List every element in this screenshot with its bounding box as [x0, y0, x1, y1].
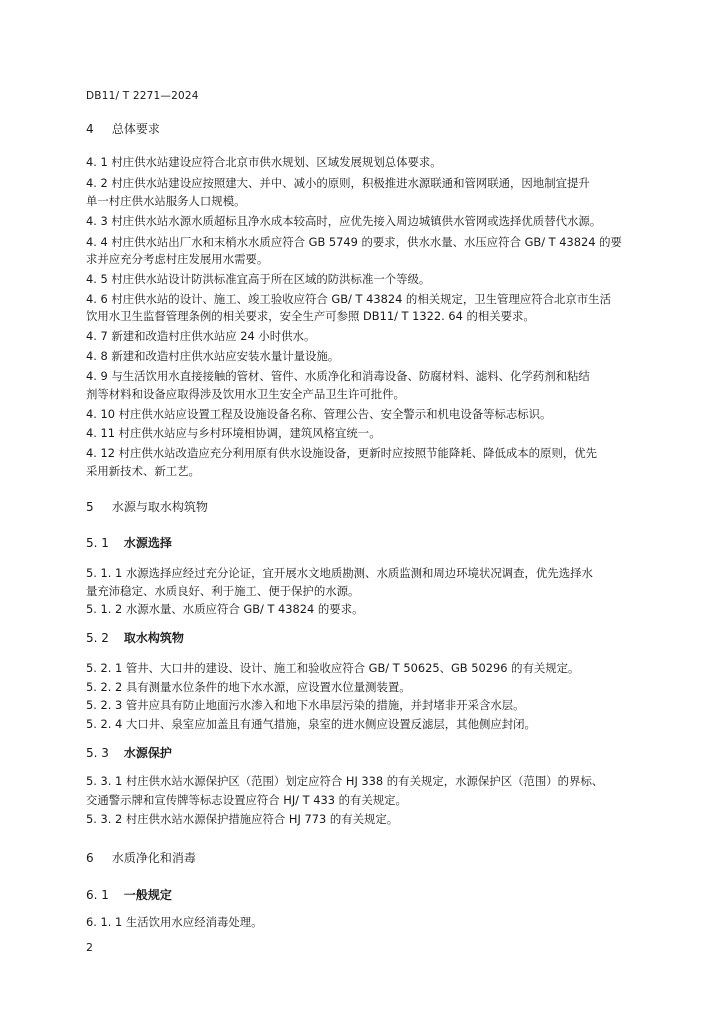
- clause-4-2-line2: 单一村庄供水站服务人口规模。: [86, 194, 246, 208]
- subsection-number: 5. 3: [86, 746, 109, 760]
- clause-4-4-line2: 求并应充分考虑村庄发展用水需要。: [86, 252, 269, 266]
- section-number: 6: [86, 851, 94, 865]
- subsection-title: 取水构筑物: [123, 631, 184, 645]
- clause-4-5: 4. 5 村庄供水站设计防洪标准宜高于所在区域的防洪标准一个等级。: [86, 272, 431, 286]
- clause-5-1-1-line1: 5. 1. 1 水源选择应经过充分论证，宜开展水文地质勘测、水质监测和周边环境状况调查，优先选择水: [86, 566, 593, 580]
- section-title: 水质净化和消毒: [111, 851, 196, 865]
- clause-4-4-line1: 4. 4 村庄供水站出厂水和末梢水水质应符合 GB 5749 的要求，供水水量、水压应符合 GB/ T 43824 的要: [86, 235, 622, 249]
- clause-5-3-2: 5. 3. 2 村庄供水站水源保护措施应符合 HJ 773 的有关规定。: [86, 812, 399, 826]
- clause-5-2-1: 5. 2. 1 管井、大口井的建设、设计、施工和验收应符合 GB/ T 50625、GB 50296 的有关规定。: [86, 661, 580, 675]
- clause-4-2-line1: 4. 2 村庄供水站建设应按照建大、并中、减小的原则，积极推进水源联通和管网联通，因地制宜提升: [86, 176, 590, 190]
- subsection-heading-5-1: [86, 535, 172, 551]
- subsection-heading-6-1: [86, 887, 172, 903]
- subsection-heading-5-3: [86, 745, 172, 761]
- clause-4-3: 4. 3 村庄供水站水源水质超标且净水成本较高时，应优先接入周边城镇供水管网或选择优质替代水源。: [86, 214, 602, 228]
- clause-4-9-line1: 4. 9 与生活饮用水直接接触的管材、管件、水质净化和消毒设备、防腐材料、滤料、化学药剂和粘结: [86, 369, 590, 383]
- subsection-number: 5. 2: [86, 631, 109, 645]
- section-number: 5: [86, 500, 94, 514]
- clause-4-7: 4. 7 新建和改造村庄供水站应 24 小时供水。: [86, 329, 316, 343]
- subsection-number: 5. 1: [86, 536, 109, 550]
- section-title: 总体要求: [111, 122, 160, 136]
- clause-4-11: 4. 11 村庄供水站应与乡村环境相协调，建筑风格宜统一。: [86, 426, 381, 440]
- clause-4-12-line1: 4. 12 村庄供水站改造应充分利用原有供水设施设备，更新时应按照节能降耗、降低成本的原则，优先: [86, 446, 598, 460]
- subsection-title: 一般规定: [123, 888, 172, 902]
- section-heading-4: [86, 121, 160, 137]
- section-number: 4: [86, 122, 94, 136]
- clause-5-1-1-line2: 量充沛稳定、水质良好、利于施工、便于保护的水源。: [86, 584, 360, 598]
- section-heading-6: [86, 850, 196, 866]
- clause-4-6-line1: 4. 6 村庄供水站的设计、施工、竣工验收应符合 GB/ T 43824 的相关规定，卫生管理应符合北京市生活: [86, 292, 611, 306]
- section-heading-5: [86, 499, 208, 515]
- clause-4-12-line2: 采用新技术、新工艺。: [86, 464, 200, 478]
- clause-5-2-4: 5. 2. 4 大口井、泉室应加盖且有通气措施，泉室的进水侧应设置反滤层，其他侧应封闭。: [86, 717, 536, 731]
- clause-5-3-1-line2: 交通警示牌和宣传牌等标志设置应符合 HJ/ T 433 的有关规定。: [86, 793, 407, 807]
- subsection-number: 6. 1: [86, 888, 109, 902]
- standard-code: DB11/ T 2271—2024: [86, 90, 199, 102]
- subsection-title: 水源保护: [123, 746, 172, 760]
- clause-4-1: 4. 1 村庄供水站建设应符合北京市供水规划、区域发展规划总体要求。: [86, 155, 442, 169]
- clause-4-9-line2: 剂等材料和设备应取得涉及饮用水卫生安全产品卫生许可批件。: [86, 387, 405, 401]
- section-title: 水源与取水构筑物: [111, 500, 208, 514]
- clause-4-6-line2: 饮用水卫生监督管理条例的相关要求，安全生产可参照 DB11/ T 1322. 64 的相关要求。: [86, 309, 535, 323]
- clause-4-8: 4. 8 新建和改造村庄供水站应安装水量计量设施。: [86, 349, 340, 363]
- clause-4-10: 4. 10 村庄供水站应设置工程及设施设备名称、管理公告、安全警示和机电设备等标志标识。: [86, 407, 552, 421]
- page-number: 2: [86, 941, 93, 954]
- clause-5-1-2: 5. 1. 2 水源水量、水质应符合 GB/ T 43824 的要求。: [86, 602, 364, 616]
- clause-5-3-1-line1: 5. 3. 1 村庄供水站水源保护区（范围）划定应符合 HJ 338 的有关规定，水源保护区（范围）的界标、: [86, 774, 604, 788]
- clause-5-2-2: 5. 2. 2 具有测量水位条件的地下水水源，应设置水位量测装置。: [86, 680, 411, 694]
- clause-6-1-1: 6. 1. 1 生活饮用水应经消毒处理。: [86, 915, 263, 929]
- clause-5-2-3: 5. 2. 3 管井应具有防止地面污水渗入和地下水串层污染的措施，并封堵非开采含水层。: [86, 698, 525, 712]
- subsection-heading-5-2: [86, 630, 184, 646]
- subsection-title: 水源选择: [123, 536, 172, 550]
